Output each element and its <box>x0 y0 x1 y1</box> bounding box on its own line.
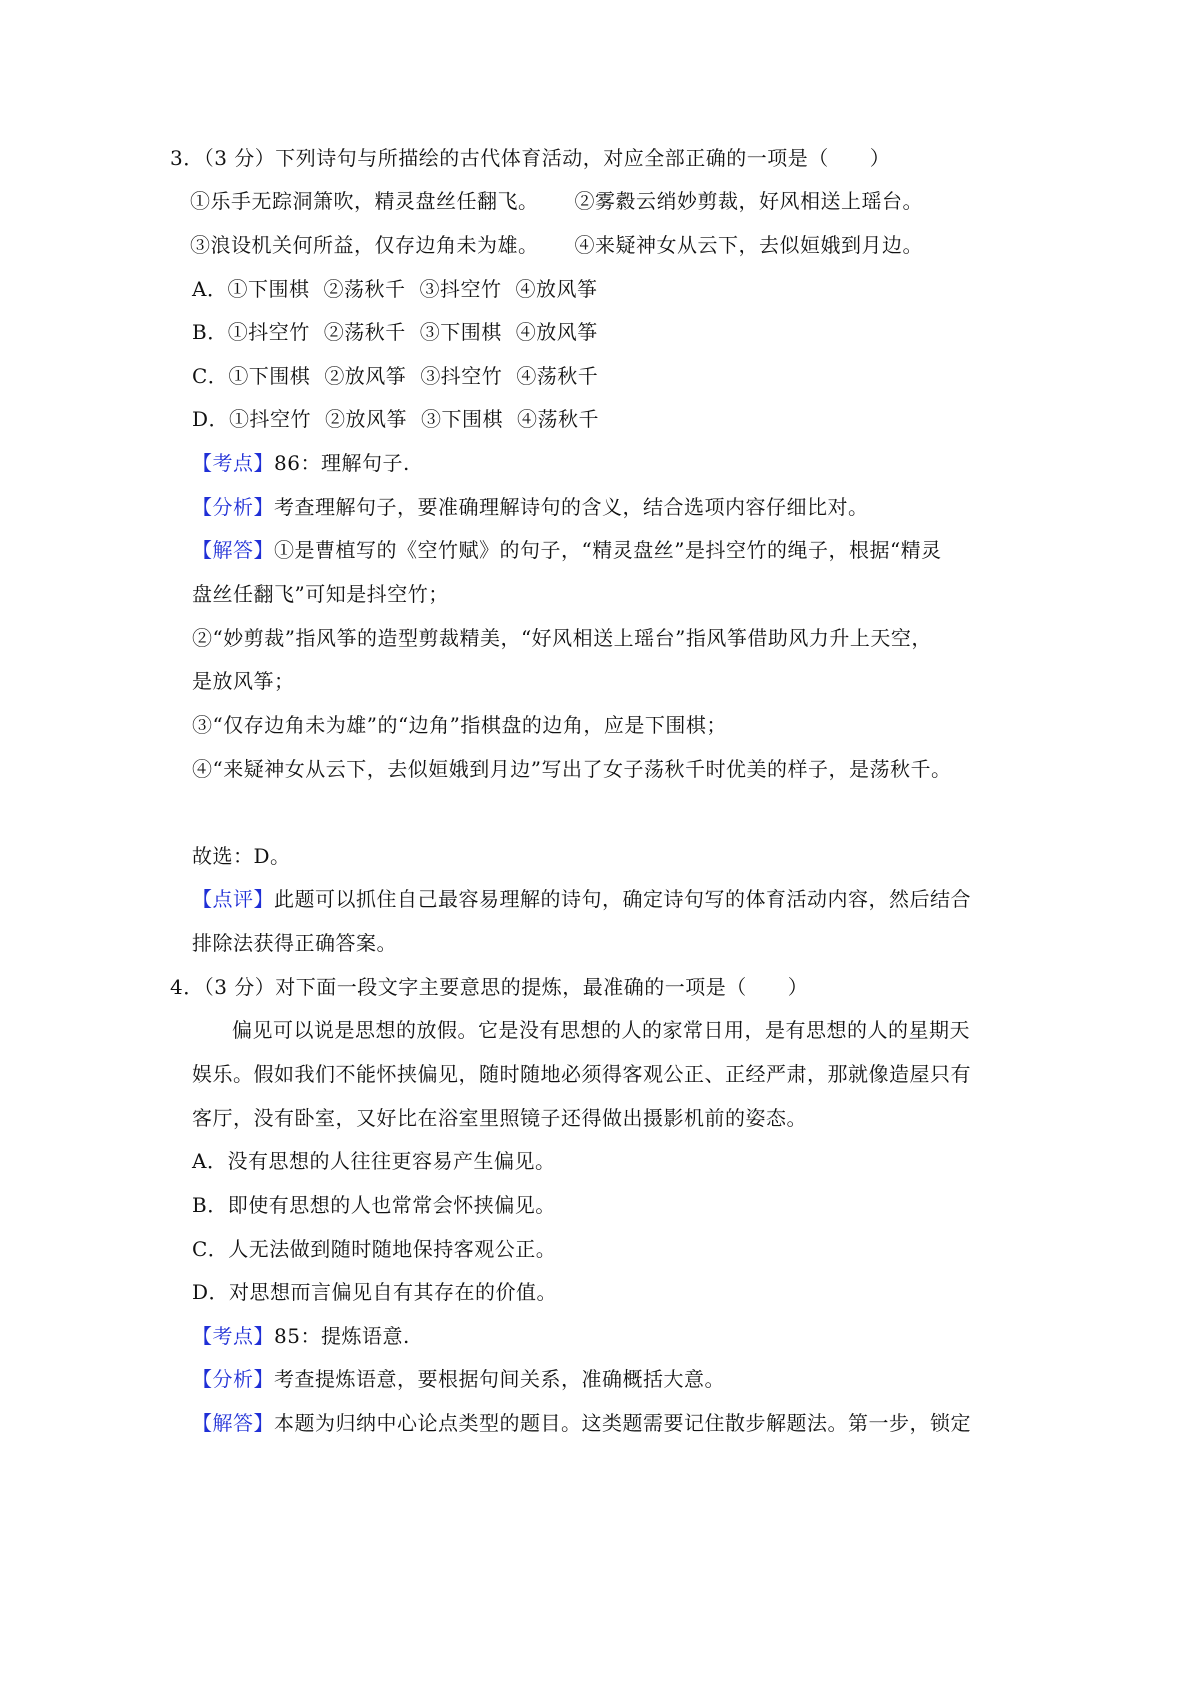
jieda-text: ①是曹植写的《空竹赋》的句子，“精灵盘丝”是抖空竹的绳子，根据“精灵 <box>274 538 942 562</box>
option-item: ②荡秋千 <box>323 320 406 344</box>
kaodian-tag: 【考点】 <box>192 1324 274 1348</box>
option-label: B． <box>192 320 228 344</box>
jieda-tag: 【解答】 <box>192 538 274 562</box>
option-item: ①下围棋 <box>227 277 310 301</box>
q3-jieda-line-3: ②“妙剪裁”指风筝的造型剪裁精美，“好风相送上瑶台”指风筝借助风力升上天空， <box>192 626 932 650</box>
q3-dianping-line-1 <box>192 885 971 913</box>
q4-option-b: B．即使有思想的人也常常会怀挟偏见。 <box>192 1193 556 1217</box>
q3-guxuan: 故选：D。 <box>192 844 291 868</box>
dianping-text: 此题可以抓住自己最容易理解的诗句，确定诗句写的体育活动内容，然后结合 <box>274 887 971 911</box>
q3-jieda-line-2: 盘丝任翻飞”可知是抖空竹； <box>192 582 449 606</box>
option-label: A． <box>192 277 228 301</box>
q3-option-a <box>192 275 597 303</box>
q3-jieda-line-1 <box>192 536 942 564</box>
q3-fenxi <box>192 493 869 521</box>
q3-option-b <box>192 318 598 346</box>
q3-jieda-line-5: ③“仅存边角未为雄”的“边角”指棋盘的边角，应是下围棋； <box>192 713 727 737</box>
q3-poem-3: ③浪设机关何所益，仅存边角未为雄。 <box>190 233 539 257</box>
option-label: C． <box>192 364 229 388</box>
q4-option-a: A．没有思想的人往往更容易产生偏见。 <box>192 1149 556 1173</box>
option-item: ④放风筝 <box>515 320 598 344</box>
q4-option-d: D．对思想而言偏见自有其存在的价值。 <box>192 1280 558 1304</box>
option-item: ④放风筝 <box>515 277 598 301</box>
q4-fenxi <box>192 1365 725 1393</box>
q4-passage-line-3: 客厅，没有卧室，又好比在浴室里照镜子还得做出摄影机前的姿态。 <box>192 1106 807 1130</box>
fenxi-text: 考查理解句子，要准确理解诗句的含义，结合选项内容仔细比对。 <box>274 495 869 519</box>
option-item: ②放风筝 <box>325 407 408 431</box>
q3-poem-line-1 <box>190 187 923 215</box>
option-label: D． <box>192 407 230 431</box>
q3-option-d <box>192 405 599 433</box>
option-item: ③抖空竹 <box>419 277 502 301</box>
q3-poem-1: ①乐手无踪洞箫吹，精灵盘丝任翻飞。 <box>190 189 539 213</box>
fenxi-tag: 【分析】 <box>192 495 274 519</box>
q3-kaodian <box>192 449 410 477</box>
option-item: ②荡秋千 <box>323 277 406 301</box>
option-item: ③下围棋 <box>419 320 502 344</box>
jieda-tag: 【解答】 <box>192 1411 274 1435</box>
option-item: ③抖空竹 <box>420 364 503 388</box>
fenxi-text: 考查提炼语意，要根据句间关系，准确概括大意。 <box>274 1367 725 1391</box>
kaodian-text: 86：理解句子. <box>274 451 410 475</box>
q3-poem-line-2 <box>190 231 923 259</box>
q4-option-c: C．人无法做到随时随地保持客观公正。 <box>192 1237 557 1261</box>
q3-poem-4: ④来疑神女从云下，去似姮娥到月边。 <box>574 233 923 257</box>
option-item: ②放风筝 <box>324 364 407 388</box>
q4-jieda-line-1 <box>192 1409 971 1437</box>
kaodian-text: 85：提炼语意. <box>274 1324 410 1348</box>
q3-poem-2: ②雾縠云绡妙剪裁，好风相送上瑶台。 <box>574 189 923 213</box>
q3-jieda-line-4: 是放风筝； <box>192 669 295 693</box>
q3-option-c <box>192 362 598 390</box>
jieda-text: 本题为归纳中心论点类型的题目。这类题需要记住散步解题法。第一步，锁定 <box>274 1411 971 1435</box>
q4-passage-line-2: 娱乐。假如我们不能怀挟偏见，随时随地必须得客观公正、正经严肃，那就像造屋只有 <box>192 1062 971 1086</box>
q4-passage-line-1: 偏见可以说是思想的放假。它是没有思想的人的家常日用，是有思想的人的星期天 <box>232 1018 970 1042</box>
q3-jieda-line-6: ④“来疑神女从云下，去似姮娥到月边”写出了女子荡秋千时优美的样子，是荡秋千。 <box>192 757 952 781</box>
option-item: ③下围棋 <box>421 407 504 431</box>
q4-kaodian <box>192 1322 410 1350</box>
option-item: ①抖空竹 <box>227 320 310 344</box>
q4-stem: 4．（3 分）对下面一段文字主要意思的提炼，最准确的一项是（ ） <box>170 975 809 999</box>
dianping-tag: 【点评】 <box>192 887 274 911</box>
option-item: ①下围棋 <box>228 364 311 388</box>
option-item: ④荡秋千 <box>516 364 599 388</box>
fenxi-tag: 【分析】 <box>192 1367 274 1391</box>
option-item: ①抖空竹 <box>229 407 312 431</box>
option-item: ④荡秋千 <box>517 407 600 431</box>
q3-dianping-line-2: 排除法获得正确答案。 <box>192 931 397 955</box>
q3-stem: 3．（3 分）下列诗句与所描绘的古代体育活动，对应全部正确的一项是（ ） <box>170 146 891 170</box>
kaodian-tag: 【考点】 <box>192 451 274 475</box>
